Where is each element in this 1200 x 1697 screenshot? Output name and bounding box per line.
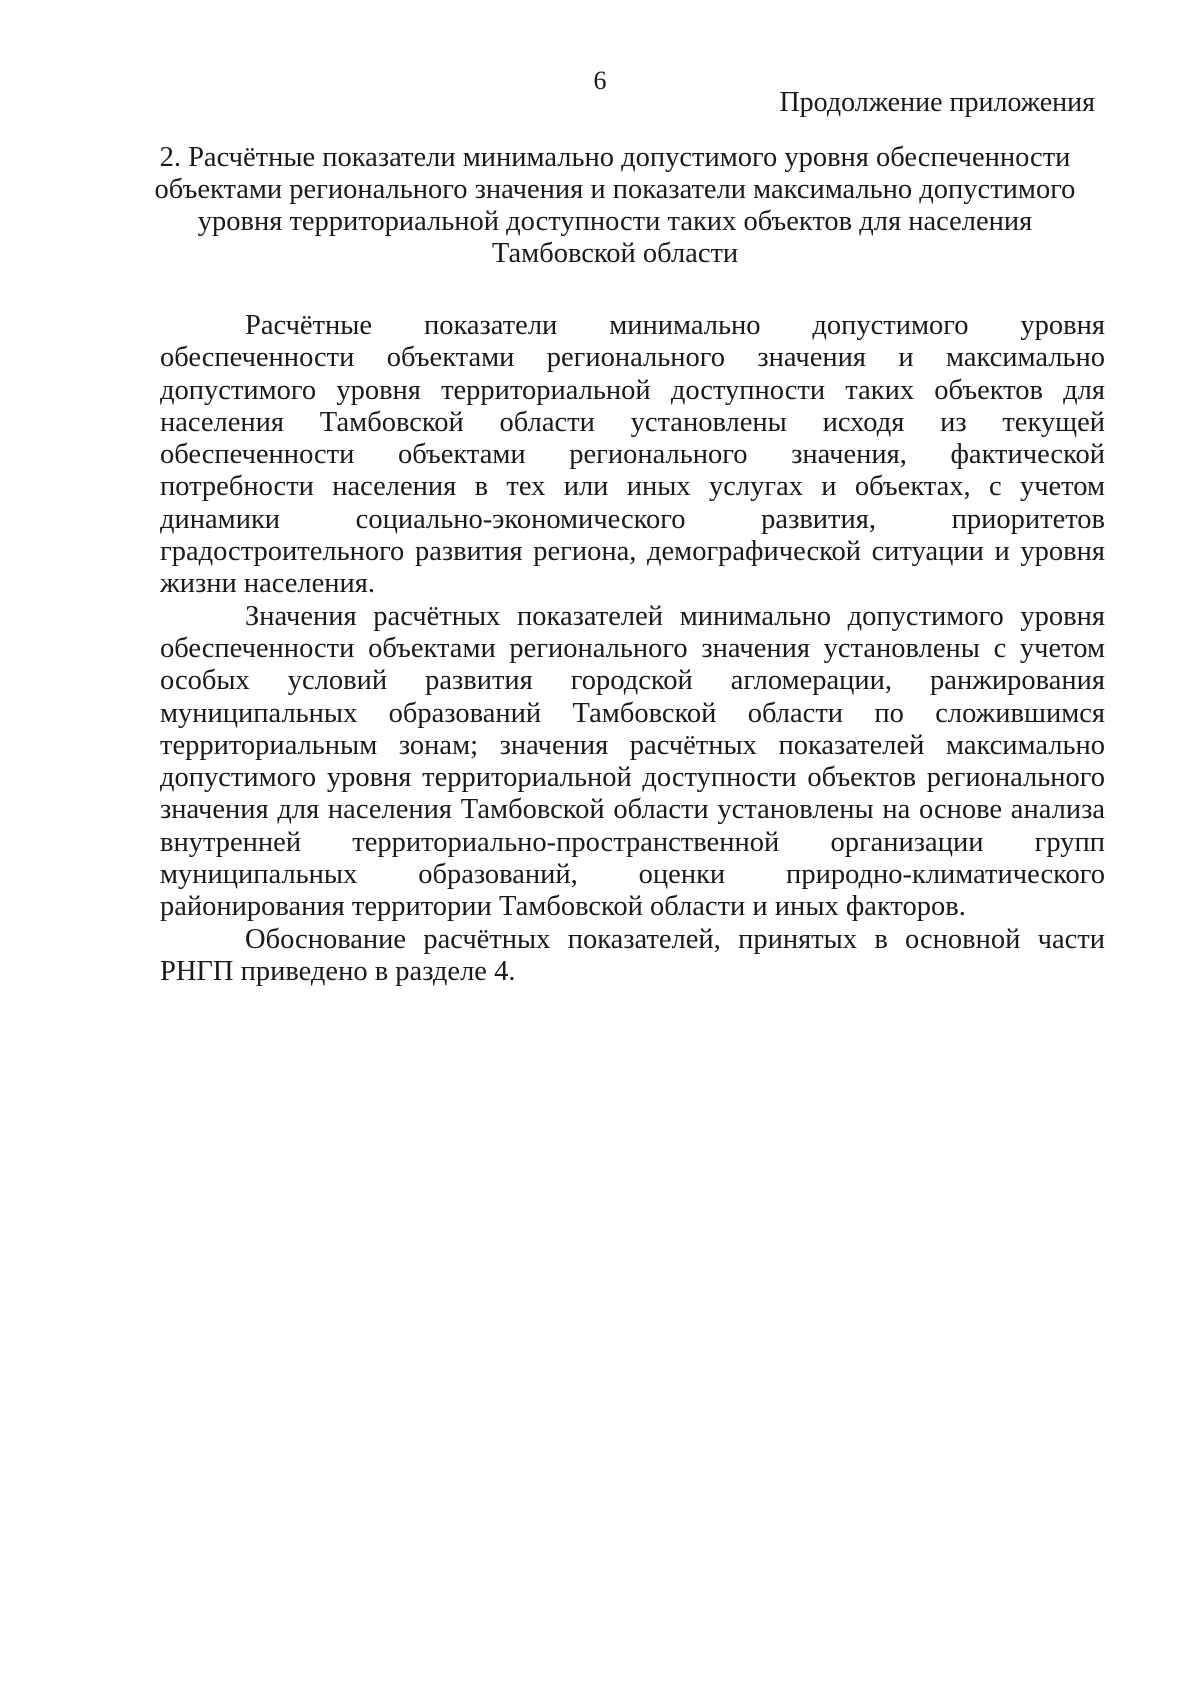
page-number: 6 (593, 66, 607, 95)
paragraph-2: Значения расчётных показателей минимально допустимого уровня обеспеченности объектами регионального значения установлены с учетом особых условий развития городской агломерации, ранжирования муниципальных образований Тамбовской области по сложившимся территориальным зонам; значения расчётных показателей максимально допустимого уровня территориальной доступности объектов регионального значения для населения Тамбовской области установлены на основе анализа внутренней территориально-пространственной организации групп муниципальных образований, оценки природно-климатического районирования территории Тамбовской области и иных факторов. (160, 600, 1105, 923)
appendix-continuation-label: Продолжение приложения (779, 87, 1095, 118)
body-text (160, 310, 1105, 988)
paragraph-3: Обоснование расчётных показателей, принятых в основной части РНГП приведено в разделе 4. (160, 923, 1105, 987)
section-title: 2. Расчётные показатели минимально допустимого уровня обеспеченности объектами регионального значения и показатели максимально допустимого уровня территориальной доступности таких объектов для населения Тамбовской области (154, 142, 1076, 269)
paragraph-1: Расчётные показатели минимально допустимого уровня обеспеченности объектами регионального значения и максимально допустимого уровня территориальной доступности таких объектов для населения Тамбовской области установлены исходя из текущей обеспеченности объектами регионального значения, фактической потребности населения в тех или иных услугах и объектах, с учетом динамики социально-экономического развития, приоритетов градостроительного развития региона, демографической ситуации и уровня жизни населения. (160, 310, 1105, 600)
